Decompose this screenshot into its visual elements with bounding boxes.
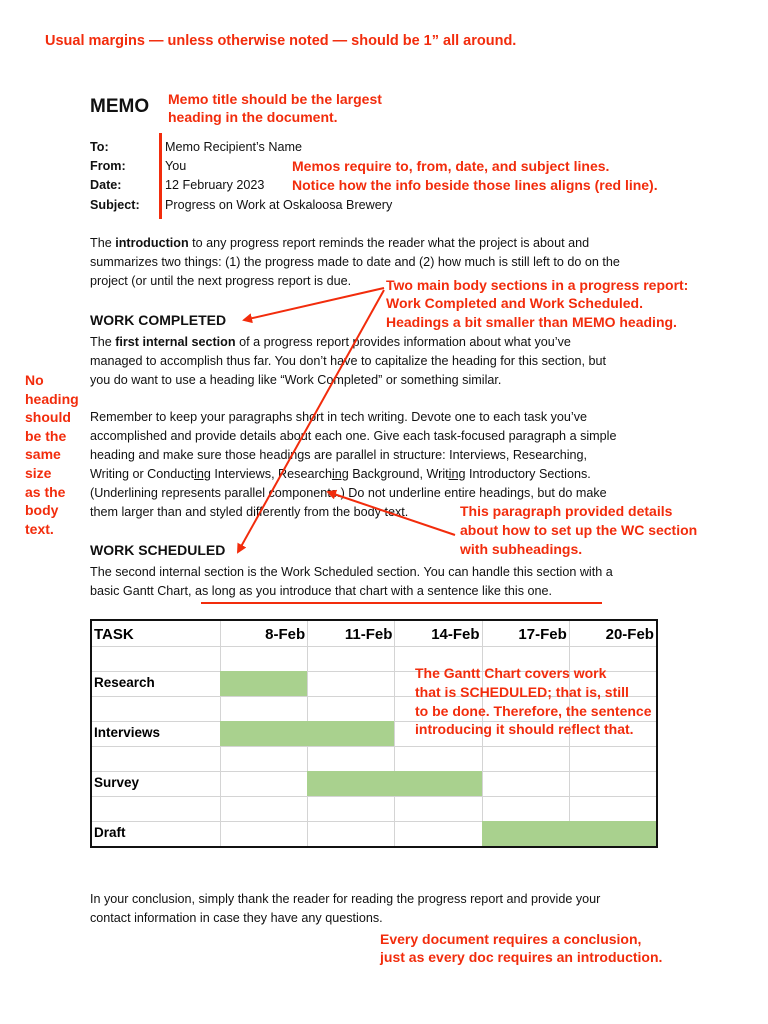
gantt-task-label: Interviews: [94, 724, 161, 740]
to-label: To:: [90, 140, 109, 154]
from-value: You: [165, 159, 187, 173]
conclusion-line2: contact information in case they have any questions.: [90, 911, 383, 925]
note-no-heading: No heading should be the same size as the body text.: [25, 372, 79, 537]
note-title-line2: heading in the document.: [168, 109, 338, 125]
note-gantt-line2: that is SCHEDULED; that is, still: [415, 684, 629, 700]
gantt-grid-hline: [92, 646, 656, 647]
gantt-date-label: 11-Feb: [344, 626, 393, 643]
gantt-date-label: 20-Feb: [605, 626, 654, 643]
intro-line1: The introduction to any progress report reminds the reader what the project is about and: [90, 236, 590, 250]
note-gantt-line1: The Gantt Chart covers work: [415, 665, 607, 681]
note-gantt-line4: introducing it should reflect that.: [415, 721, 634, 737]
intro-line2: summarizes two things: (1) the progress made to date and (2) how much is still left to do on the: [90, 255, 620, 269]
gantt-task-label: Survey: [94, 774, 140, 790]
date-label: Date:: [90, 178, 122, 192]
date-value: 12 February 2023: [165, 178, 265, 192]
gantt-date-label: 17-Feb: [518, 626, 567, 643]
gantt-bar: [220, 671, 307, 696]
note-sections-line1: Two main body sections in a progress report:: [386, 277, 689, 293]
gantt-bar: [307, 771, 481, 796]
wc-p1-line2: managed to accomplish thus far. You don’t have to capitalize the heading for this section, but: [90, 354, 606, 368]
memo-title: MEMO: [90, 96, 150, 117]
ws-line2: basic Gantt Chart, as long as you introduce that chart with a sentence like this one.: [90, 584, 553, 598]
conclusion-line1: In your conclusion, simply thank the reader for reading the progress report and provide your: [90, 892, 601, 906]
gantt-task-header: TASK: [94, 626, 134, 643]
wc-p1-line3: you do want to use a heading like “Work Completed” or something similar.: [90, 373, 502, 387]
note-sections-line3: Headings a bit smaller than MEMO heading.: [386, 314, 677, 330]
gantt-grid-hline: [92, 746, 656, 747]
gantt-task-label: Research: [94, 674, 155, 690]
note-lines-line1: Memos require to, from, date, and subject lines.: [292, 158, 610, 174]
gantt-grid-hline: [92, 796, 656, 797]
wc-p2-line4: Writing or Conducting Interviews, Researching Background, Writing Introductory Sections.: [90, 467, 591, 481]
wc-p2-line5: (Underlining represents parallel components.) Do not underline entire headings, but do make: [90, 486, 607, 500]
wc-p2-line6: them larger than and styled differently from the body text.: [90, 505, 409, 519]
subject-value: Progress on Work at Oskaloosa Brewery: [165, 198, 393, 212]
note-lines-line2: Notice how the info beside those lines aligns (red line).: [292, 177, 658, 193]
arrow-to-paragraph: [328, 492, 455, 535]
wc-p1-line1: The first internal section of a progress report provides information about what you’ve: [90, 335, 571, 349]
gantt-grid-vline: [394, 621, 395, 846]
wc-p2-line2: accomplished and provide details about each one. Give each task-focused paragraph a simple: [90, 429, 617, 443]
gantt-date-label: 14-Feb: [431, 626, 480, 643]
note-sections-line2: Work Completed and Work Scheduled.: [386, 295, 643, 311]
work-scheduled-heading: WORK SCHEDULED: [90, 542, 226, 558]
arrow-to-work-completed: [244, 288, 384, 320]
gantt-date-label: 8-Feb: [265, 626, 306, 643]
gantt-bar: [220, 721, 394, 746]
note-para-line2: about how to set up the WC section: [460, 522, 698, 538]
intro-line3: project (or until the next progress report is due.: [90, 274, 352, 288]
gantt-bar: [482, 821, 656, 846]
note-margins: Usual margins — unless otherwise noted — should be 1” all around.: [45, 33, 517, 49]
note-conclusion-line1: Every document requires a conclusion,: [380, 931, 642, 947]
note-title-line1: Memo title should be the largest: [168, 91, 382, 107]
to-value: Memo Recipient’s Name: [165, 140, 302, 154]
wc-p2-line1: Remember to keep your paragraphs short in tech writing. Devote one to each task you’ve: [90, 410, 588, 424]
ws-line1: The second internal section is the Work Scheduled section. You can handle this section with a: [90, 565, 613, 579]
work-completed-heading: WORK COMPLETED: [90, 312, 227, 328]
from-label: From:: [90, 159, 126, 173]
arrow-to-work-scheduled: [238, 290, 384, 552]
note-conclusion-line2: just as every doc requires an introduction.: [380, 949, 663, 965]
wc-p2-line3: heading and make sure those headings are parallel in structure: Interviews, Researching,: [90, 448, 588, 462]
subject-label: Subject:: [90, 198, 140, 212]
gantt-task-label: Draft: [94, 824, 126, 840]
note-para-line1: This paragraph provided details: [460, 503, 673, 519]
note-gantt-line3: to be done. Therefore, the sentence: [415, 703, 652, 719]
note-para-line3: with subheadings.: [460, 541, 583, 557]
